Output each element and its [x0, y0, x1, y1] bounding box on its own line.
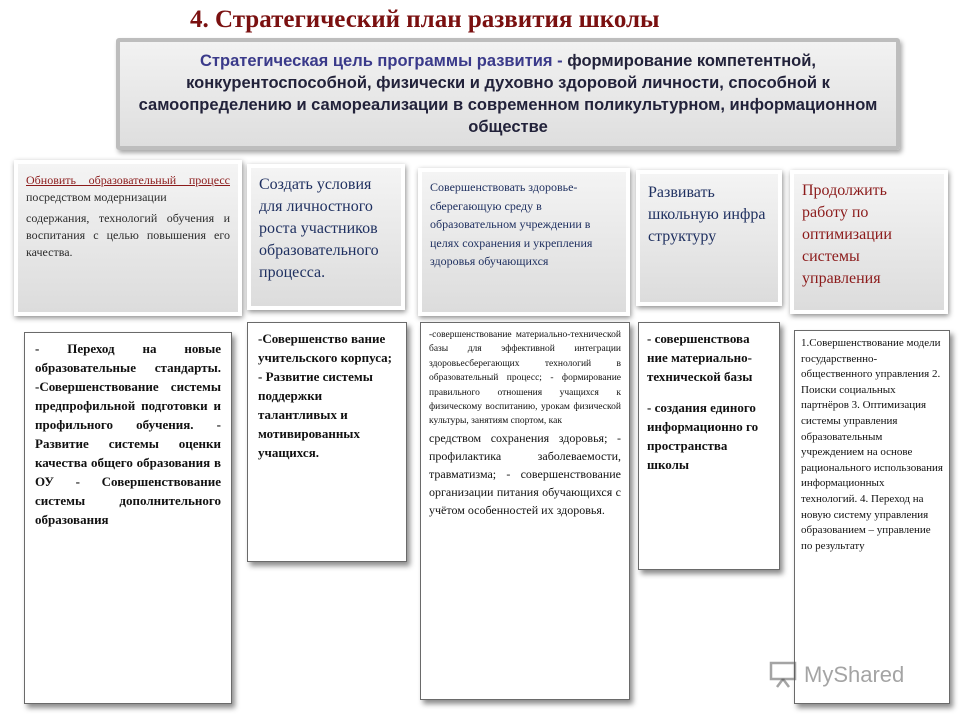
tasks-3-small-text: -совершенствование материально-технической базы для эффективной интеграции здоровьесберегающих технологий в образовательный процесс; - формирование правильного отношения учащихся к физическому воспитанию, урокам физической культуры, занятиям спортом, как: [429, 330, 621, 427]
strategic-goal-text: [138, 50, 878, 138]
goal-lead: Стратегическая цель программы развития -: [200, 52, 563, 70]
tasks-4-text-a: - совершенствова ние материально-технической базы: [647, 331, 753, 384]
watermark-logo: [768, 657, 928, 693]
direction-box-personal-growth: [247, 164, 405, 310]
goal-body: формирование компетентной, конкурентоспособной, физически и духовно здоровой личности, способной к самоопределению и самореализации в современном поликультурном, информационном обществе: [138, 52, 878, 136]
tasks-box-education-standards: [24, 332, 232, 704]
direction-1-rest: посредством модернизации: [26, 190, 167, 204]
direction-4-text: Развивать школьную инфра структуру: [648, 184, 766, 245]
page-title: 4. Стратегический план развития школы: [190, 6, 660, 33]
presentation-icon: [768, 661, 798, 689]
direction-1-underlined: Обновить образовательный процесс: [26, 173, 230, 187]
tasks-2-text: -Совершенство вание учительского корпуса; - Развитие системы поддержки талантливых и мотивированных учащихся.: [258, 331, 392, 460]
direction-1-part1: [26, 172, 230, 206]
tasks-1-text: - Переход на новые образовательные стандарты. -Совершенствование системы предпрофильной подготовки и профильного обучения. - Развитие системы оценки качества общего образования в ОУ - Совершенствование системы дополнительного образования: [35, 341, 221, 527]
direction-3-text: Совершенствовать здоровье-сберегающую среду в образовательном учреждении в целях сохранения и укрепления здоровья обучающихся: [430, 180, 593, 268]
direction-box-health-environment: [418, 168, 630, 316]
watermark-text: MyShared: [804, 662, 905, 687]
direction-2-text: Создать условия для личностного роста участников образовательного процесса.: [259, 176, 379, 281]
direction-box-update-process: [14, 160, 242, 316]
tasks-box-teachers: [247, 322, 407, 562]
tasks-5-text: 1.Совершенствование модели государственно-общественного управления 2. Поиски социальных партнёров 3. Оптимизация системы управления образовательным учреждением на основе рационального использования информационных технологий. 4. Переход на новую систему управления образованием – управление по результату: [801, 337, 943, 552]
direction-5-text: Продолжить работу по оптимизации системы управления: [802, 182, 892, 287]
tasks-box-management: [794, 330, 950, 704]
strategic-goal-box: [116, 38, 900, 150]
tasks-box-infrastructure: [638, 322, 780, 570]
direction-1-part2: содержания, технологий обучения и воспитания с целью повышения его качества.: [26, 211, 230, 259]
tasks-4-text-b: - создания единого информационно го пространства школы: [647, 400, 759, 472]
tasks-box-health: [420, 322, 630, 700]
direction-box-management: [790, 170, 948, 314]
tasks-3-large-text: средством сохранения здоровья; - профилактика заболеваемости, травматизма; - совершенствование организации питания обучающихся с учётом особенностей их здоровья.: [429, 430, 621, 517]
direction-box-infrastructure: [636, 170, 782, 306]
